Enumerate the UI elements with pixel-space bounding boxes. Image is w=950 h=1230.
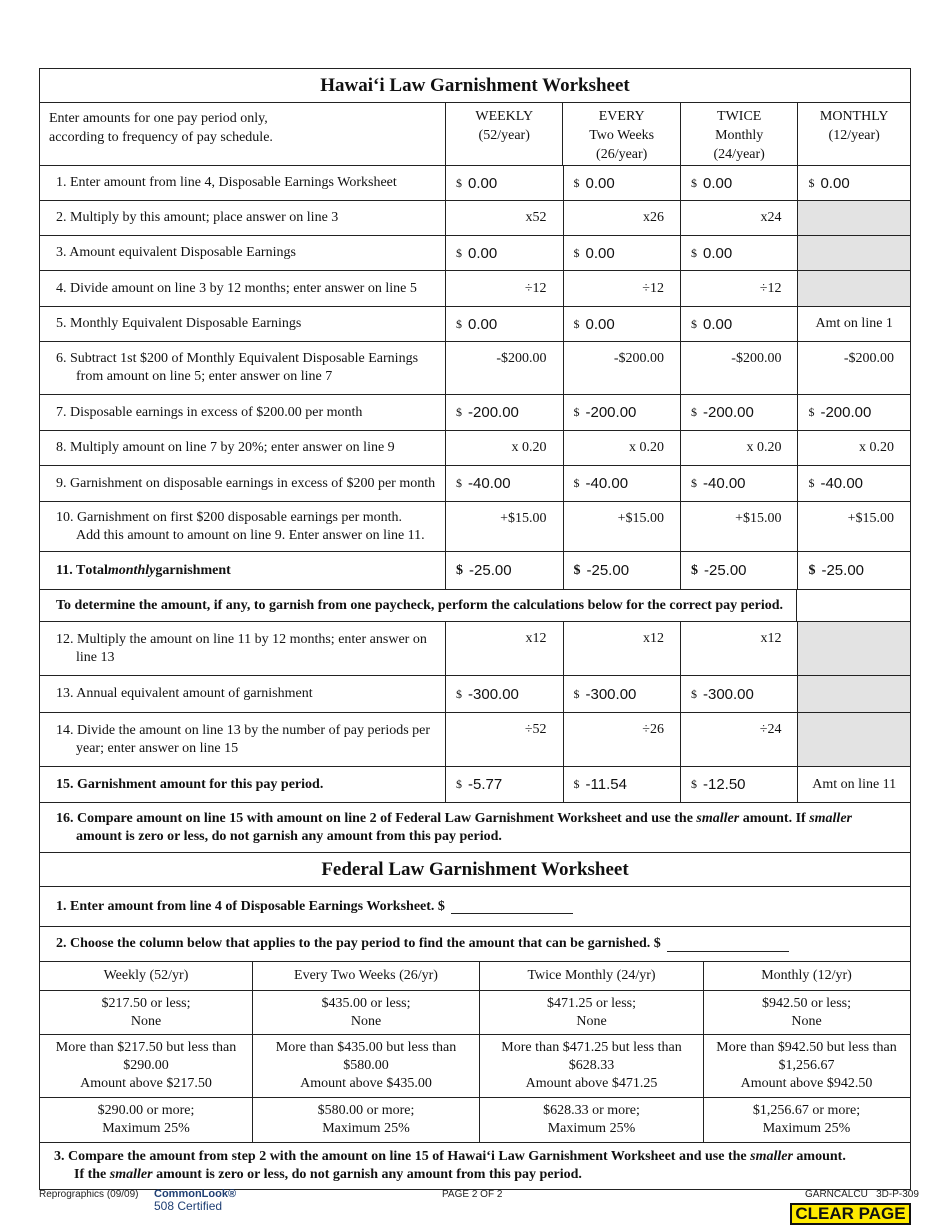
note-monthly-blank	[796, 590, 910, 621]
line-5-monthly-note: Amt on line 1	[815, 316, 893, 331]
line-5-weekly-field[interactable]: $ 0.00	[456, 315, 498, 333]
line-15-semimonthly-field[interactable]: $ -12.50	[690, 776, 746, 793]
line-15-biweekly-field[interactable]: $ -11.54	[573, 776, 627, 793]
line-9-monthly-field[interactable]: $ -40.00	[808, 475, 864, 492]
clear-page-button[interactable]: CLEAR PAGE	[790, 1203, 911, 1225]
federal-cell: More than $217.50 but less than $290.00 Amount above $217.50	[55, 1040, 237, 1091]
federal-cell: $290.00 or more; Maximum 25%	[97, 1103, 195, 1136]
federal-row-2	[40, 1035, 910, 1098]
federal-row-3	[40, 1098, 910, 1143]
line-11-row	[40, 552, 910, 590]
line-4-semimonthly: ÷12	[759, 280, 782, 296]
line-13-biweekly-field[interactable]: $ -300.00	[573, 685, 637, 703]
line-13-row	[40, 676, 910, 713]
line-10-monthly: +$15.00	[847, 511, 895, 526]
federal-cell: $435.00 or less; None	[252, 991, 479, 1034]
line-12-monthly-shaded	[797, 622, 910, 675]
line-4-label: 4. Divide amount on line 3 by 12 months; enter answer on line 5	[56, 280, 417, 296]
line-2-label: 2. Multiply by this amount; place answer on line 3	[56, 210, 339, 225]
line-7-semimonthly-field[interactable]: $ -200.00	[690, 404, 754, 421]
line-14-semimonthly: ÷24	[759, 722, 782, 737]
line-2-semimonthly: x24	[760, 210, 782, 225]
line-7-row	[40, 395, 910, 431]
form-code: GARNCALCU 3D-P-309	[805, 1189, 919, 1200]
federal-cell: $580.00 or more; Maximum 25%	[252, 1098, 479, 1142]
federal-step-2-field[interactable]	[667, 937, 789, 952]
line-13-weekly-field[interactable]: $ -300.00	[456, 685, 519, 703]
line-1-row	[40, 166, 910, 201]
line-1-label: 1. Enter amount from line 4, Disposable Earnings Worksheet	[56, 175, 397, 190]
line-7-label: 7. Disposable earnings in excess of $200.00 per month	[56, 404, 363, 420]
commonlook-logo: CommonLook® 508 Certified	[154, 1188, 237, 1213]
line-12-row	[40, 622, 910, 676]
federal-header-row	[40, 962, 910, 991]
line-14-row	[40, 713, 910, 767]
federal-cell: $942.50 or less; None	[703, 991, 909, 1034]
header-semimonthly: TWICE Monthly (24/year)	[680, 103, 797, 165]
line-4-row	[40, 271, 910, 307]
federal-header-semimonthly: Twice Monthly (24/yr)	[479, 962, 703, 990]
reprographics-note: Reprographics (09/09)	[39, 1189, 139, 1200]
line-10-biweekly: +$15.00	[617, 511, 664, 526]
line-13-label: 13. Annual equivalent amount of garnishment	[56, 686, 313, 701]
line-12-biweekly: x12	[642, 631, 664, 646]
line-5-semimonthly-field[interactable]: $ 0.00	[690, 315, 733, 333]
federal-row-1	[40, 991, 910, 1035]
federal-cell: More than $435.00 but less than $580.00 Amount above $435.00	[252, 1035, 479, 1097]
line-11-biweekly-field[interactable]: $ -25.00	[573, 562, 630, 579]
federal-cell: More than $471.25 but less than $628.33 Amount above $471.25	[479, 1035, 703, 1097]
line-8-label: 8. Multiply amount on line 7 by 20%; enter answer on line 9	[56, 440, 395, 455]
line-10-weekly: +$15.00	[500, 511, 547, 526]
line-2-weekly: x52	[525, 210, 547, 225]
line-3-weekly-field[interactable]: $ 0.00	[456, 244, 498, 262]
line-1-monthly-field[interactable]: $ 0.00	[808, 174, 850, 192]
line-6-biweekly: -$200.00	[613, 351, 664, 366]
line-8-monthly: x 0.20	[859, 440, 895, 455]
line-3-biweekly-field[interactable]: $ 0.00	[573, 244, 615, 262]
line-12-semimonthly: x12	[760, 631, 782, 646]
line-6-label: 6. Subtract 1st $200 of Monthly Equivalent Disposable Earnings from amount on line 5; enter answer on line 7	[56, 351, 419, 384]
line-1-semimonthly-field[interactable]: $ 0.00	[690, 174, 733, 192]
line-9-label: 9. Garnishment on disposable earnings in excess of $200 per month	[56, 475, 436, 491]
line-3-row	[40, 236, 910, 271]
federal-cell: $217.50 or less; None	[101, 995, 191, 1029]
line-4-weekly: ÷12	[524, 280, 547, 296]
line-7-biweekly-field[interactable]: $ -200.00	[573, 404, 637, 421]
line-2-monthly-shaded	[797, 201, 910, 235]
federal-cell: $628.33 or more; Maximum 25%	[479, 1098, 703, 1142]
worksheet-form	[39, 68, 911, 1190]
line-6-row	[40, 342, 910, 395]
federal-cell: $1,256.67 or more; Maximum 25%	[703, 1098, 909, 1142]
line-1-biweekly-field[interactable]: $ 0.00	[573, 174, 615, 192]
line-8-semimonthly: x 0.20	[746, 440, 782, 455]
federal-cell: $471.25 or less; None	[479, 991, 703, 1034]
federal-title: Federal Law Garnishment Worksheet	[40, 853, 910, 887]
line-10-semimonthly: +$15.00	[735, 511, 782, 526]
federal-step-1-field[interactable]	[451, 899, 573, 914]
line-14-biweekly: ÷26	[642, 722, 664, 737]
line-13-semimonthly-field[interactable]: $ -300.00	[690, 685, 754, 703]
line-8-row	[40, 431, 910, 466]
line-3-label: 3. Amount equivalent Disposable Earnings	[56, 245, 296, 260]
line-9-biweekly-field[interactable]: $ -40.00	[573, 475, 629, 492]
line-3-semimonthly-field[interactable]: $ 0.00	[690, 244, 733, 262]
line-9-semimonthly-field[interactable]: $ -40.00	[690, 475, 746, 492]
line-11-semimonthly-field[interactable]: $ -25.00	[690, 562, 747, 579]
hawaii-title: Hawai‘i Law Garnishment Worksheet	[40, 69, 910, 103]
header-weekly: WEEKLY (52/year)	[445, 103, 562, 165]
federal-step-2: 2. Choose the column below that applies to the pay period to find the amount that can be garnished. $	[40, 927, 910, 962]
intro-line-2: according to frequency of pay schedule.	[49, 130, 273, 145]
line-9-weekly-field[interactable]: $ -40.00	[456, 475, 511, 492]
line-4-biweekly: ÷12	[642, 280, 664, 296]
header-monthly: MONTHLY (12/year)	[797, 103, 910, 165]
line-14-weekly: ÷52	[524, 722, 547, 737]
line-6-weekly: -$200.00	[496, 351, 547, 366]
line-3-monthly-shaded	[797, 236, 910, 270]
line-15-row	[40, 767, 910, 803]
line-11-weekly-field[interactable]: $ -25.00	[456, 562, 512, 579]
intro-line-1: Enter amounts for one pay period only,	[49, 111, 268, 126]
line-13-monthly-shaded	[797, 676, 910, 712]
line-11-label: 11. T otal monthly garnishment	[56, 562, 231, 578]
intro-text	[40, 103, 445, 165]
federal-cell: More than $942.50 but less than $1,256.67 Amount above $942.50	[703, 1035, 909, 1097]
line-1-weekly-field[interactable]: $ 0.00	[456, 174, 498, 192]
line-4-monthly-shaded	[797, 271, 910, 306]
federal-header-monthly: Monthly (12/yr)	[703, 962, 909, 990]
line-12-label: 12. Multiply the amount on line 11 by 12 months; enter answer on line 13	[56, 631, 427, 665]
line-10-row	[40, 502, 910, 552]
line-6-semimonthly: -$200.00	[731, 351, 782, 366]
line-5-label: 5. Monthly Equivalent Disposable Earnings	[56, 316, 302, 331]
page-number: PAGE 2 OF 2	[442, 1189, 503, 1200]
column-header-row	[40, 103, 910, 166]
line-15-monthly-note: Amt on line 11	[812, 776, 897, 792]
line-7-monthly-field[interactable]: $ -200.00	[808, 404, 872, 421]
line-10-label: 10. Garnishment on first $200 disposable earnings per month. Add this amount to amount on line 9. Enter answer on line 11.	[56, 509, 425, 543]
line-7-weekly-field[interactable]: $ -200.00	[456, 404, 519, 421]
line-2-row	[40, 201, 910, 236]
line-2-biweekly: x26	[642, 210, 664, 225]
federal-step-3: 3. Compare the amount from step 2 with the amount on line 15 of Hawai‘i Law Garnishment Worksheet and use the smaller amount. If the smaller amount is zero or less, do not garnish any amount from this pay period.	[54, 1149, 846, 1182]
header-biweekly: EVERY Two Weeks (26/year)	[562, 103, 679, 165]
line-16-text: 16. Compare amount on line 15 with amount on line 2 of Federal Law Garnishment Worksheet and use the smaller amount. If smaller amount is zero or less, do not garnish any amount from this pay period.	[56, 810, 852, 844]
federal-header-weekly: Weekly (52/yr)	[103, 968, 189, 983]
line-8-biweekly: x 0.20	[628, 440, 664, 455]
line-8-weekly: x 0.20	[511, 440, 547, 455]
line-5-biweekly-field[interactable]: $ 0.00	[573, 315, 615, 333]
line-9-row	[40, 466, 910, 502]
line-12-weekly: x12	[525, 631, 547, 646]
federal-step-1: 1. Enter amount from line 4 of Disposable Earnings Worksheet. $	[40, 887, 910, 927]
line-15-weekly-field[interactable]: $ -5.77	[456, 776, 503, 793]
line-14-label: 14. Divide the amount on line 13 by the number of pay periods per year; enter answer on line 15	[56, 722, 431, 756]
federal-header-biweekly: Every Two Weeks (26/yr)	[252, 962, 479, 990]
line-16-row	[40, 803, 910, 853]
line-5-row	[40, 307, 910, 342]
line-14-monthly-shaded	[797, 713, 910, 766]
paycheck-note: To determine the amount, if any, to garnish from one paycheck, perform the calculations below for the correct pay period.	[56, 597, 784, 613]
line-6-monthly: -$200.00	[843, 351, 895, 366]
line-11-monthly-field[interactable]: $ -25.00	[808, 562, 865, 579]
paycheck-note-row	[40, 590, 910, 622]
line-15-label: 15. Garnishment amount for this pay period.	[56, 776, 324, 792]
